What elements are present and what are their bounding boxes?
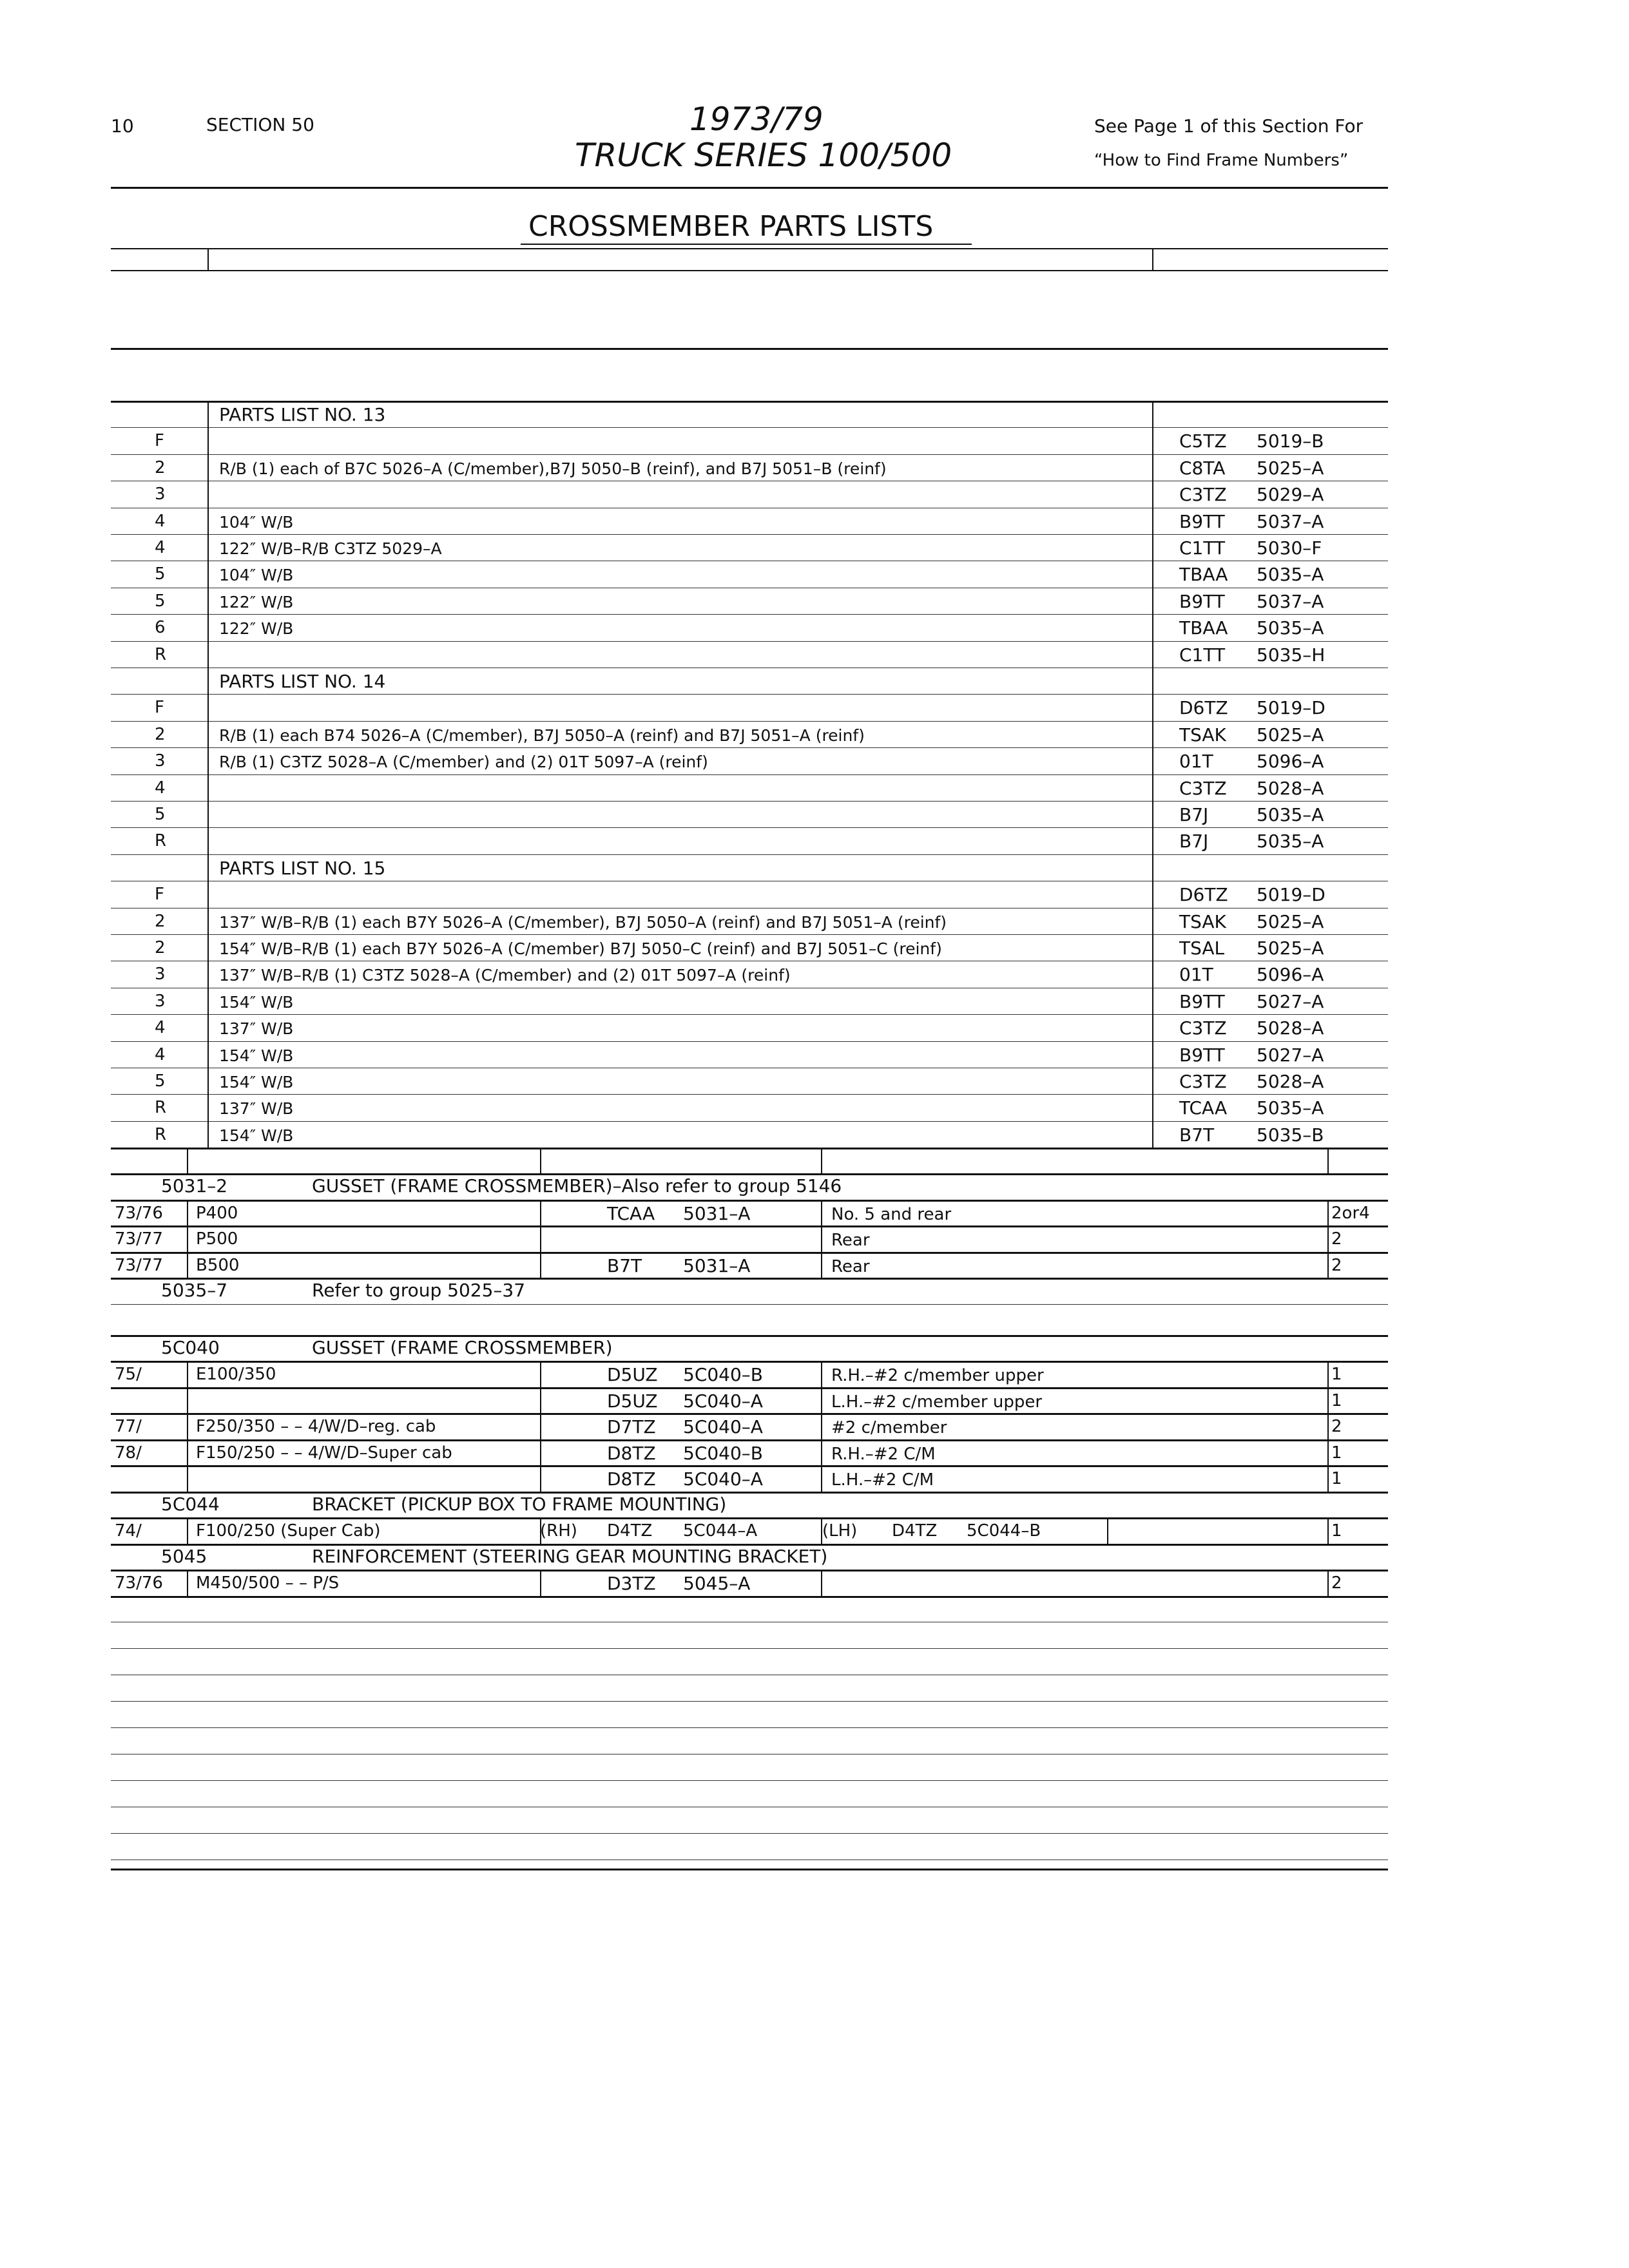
part-number: 5035–A — [1257, 617, 1324, 639]
part-number: 5019–B — [1257, 430, 1324, 452]
part-number: 5025–A — [1257, 724, 1324, 745]
position-code: 2 — [155, 724, 166, 744]
column-divider — [821, 1148, 822, 1173]
title-series: TRUCK SERIES 100/500 — [575, 137, 952, 174]
column-divider — [1107, 1517, 1108, 1544]
bottom-rule — [111, 1869, 1388, 1870]
part-number: 5096–A — [1257, 751, 1324, 773]
row-rule — [111, 1492, 1388, 1494]
position-code: 5 — [155, 591, 166, 611]
lower-group-title: Refer to group 5025–37 — [312, 1280, 526, 1302]
lh-label: (LH) — [822, 1521, 858, 1541]
column-divider — [1327, 1439, 1329, 1466]
model-cell: P400 — [196, 1203, 238, 1223]
part-number: 5028–A — [1257, 777, 1324, 799]
position-code: 4 — [155, 538, 166, 557]
row-rule — [111, 1465, 1388, 1467]
part-number: 5C040–B — [683, 1364, 764, 1386]
column-divider — [540, 1413, 541, 1439]
column-divider — [187, 1465, 188, 1492]
description-cell: L.H.–#2 C/M — [831, 1470, 934, 1490]
year-cell: 75/ — [115, 1365, 142, 1385]
lower-group-code: 5035–7 — [161, 1280, 228, 1302]
part-number: 5025–A — [1257, 457, 1324, 479]
part-prefix: B9TT — [1179, 590, 1225, 612]
part-prefix: TCAA — [607, 1202, 655, 1224]
part-number: 5025–A — [1257, 937, 1324, 959]
qty-cell: 2 — [1331, 1229, 1342, 1249]
position-code: R — [155, 644, 167, 664]
part-number: 5031–A — [683, 1202, 751, 1224]
position-code: 4 — [155, 778, 166, 798]
part-prefix: 01T — [1179, 964, 1213, 986]
page-number: 10 — [111, 115, 134, 137]
lower-group-title: BRACKET (PICKUP BOX TO FRAME MOUNTING) — [312, 1493, 727, 1515]
part-number: 5027–A — [1257, 1044, 1324, 1066]
position-code: 4 — [155, 1018, 166, 1038]
remark-text: 154″ W/B — [219, 1073, 294, 1091]
column-divider — [821, 1413, 822, 1439]
remark-text: 104″ W/B — [219, 512, 294, 532]
position-code: 4 — [155, 511, 166, 531]
year-cell: 73/77 — [115, 1255, 163, 1275]
column-divider — [821, 1200, 822, 1226]
position-code: F — [155, 698, 164, 718]
column-divider — [187, 1200, 188, 1226]
page-title: CROSSMEMBER PARTS LISTS — [528, 210, 934, 243]
row-rule — [111, 1387, 1388, 1389]
remark-text: 137″ W/B — [219, 1019, 294, 1039]
part-prefix: C3TZ — [1179, 777, 1227, 799]
lower-group-code: 5C044 — [161, 1493, 220, 1515]
part-prefix: TBAA — [1179, 564, 1228, 586]
group-rule — [111, 1361, 1388, 1363]
part-number: 5029–A — [1257, 484, 1324, 506]
column-divider — [821, 1252, 822, 1278]
remark-text: 137″ W/B–R/B (1) each B7Y 5026–A (C/member), B7J 5050–A (reinf) and B7J 5051–A (reinf) — [219, 912, 947, 932]
lower-group-title: GUSSET (FRAME CROSSMEMBER)–Also refer to group 5146 — [312, 1175, 842, 1197]
part-prefix: C3TZ — [1179, 484, 1227, 506]
part-prefix: B9TT — [1179, 510, 1225, 532]
position-code: F — [155, 431, 164, 451]
qty-cell: 1 — [1331, 1469, 1342, 1489]
column-divider — [821, 1570, 822, 1596]
position-code: 6 — [155, 618, 166, 638]
part-prefix: B7J — [1179, 804, 1209, 825]
part-prefix: 01T — [1179, 751, 1213, 773]
part-prefix: D7TZ — [607, 1416, 656, 1438]
position-code: 3 — [155, 485, 166, 505]
column-divider — [1327, 1465, 1329, 1492]
part-number: 5035–H — [1257, 644, 1325, 666]
qty-cell: 1 — [1331, 1390, 1342, 1410]
column-divider — [187, 1148, 188, 1173]
part-number: 5019–D — [1257, 697, 1325, 719]
model-cell: F150/250 – – 4/W/D–Super cab — [196, 1443, 452, 1463]
part-prefix: C1TT — [1179, 644, 1226, 666]
group-rule — [111, 1517, 1388, 1519]
position-code: 3 — [155, 991, 166, 1011]
column-divider — [187, 1517, 188, 1544]
part-prefix: C1TT — [1179, 537, 1226, 559]
position-code: 5 — [155, 805, 166, 824]
column-divider — [821, 1225, 822, 1252]
parts-list-title: PARTS LIST NO. 15 — [219, 857, 386, 879]
column-divider — [540, 1439, 541, 1466]
part-number: 5C040–B — [683, 1442, 764, 1464]
part-prefix: D5UZ — [607, 1364, 658, 1386]
position-code: 4 — [155, 1044, 166, 1064]
qty-cell: 2 — [1331, 1255, 1342, 1275]
position-code: R — [155, 1098, 167, 1118]
part-number: 5028–A — [1257, 1071, 1324, 1092]
row-rule — [111, 1278, 1388, 1280]
lh-part-number: 5C044–B — [967, 1521, 1041, 1541]
blank-line — [111, 1833, 1388, 1834]
part-prefix: TBAA — [1179, 617, 1228, 639]
year-cell: 77/ — [115, 1417, 142, 1437]
remark-text: 154″ W/B–R/B (1) each B7Y 5026–A (C/member) B7J 5050–C (reinf) and B7J 5051–C (reinf) — [219, 939, 942, 958]
part-prefix: TSAK — [1179, 910, 1226, 932]
column-divider — [1327, 1200, 1329, 1226]
column-divider — [187, 1439, 188, 1466]
part-prefix: D4TZ — [607, 1521, 653, 1541]
column-divider — [187, 1225, 188, 1252]
part-number: 5096–A — [1257, 964, 1324, 986]
description-cell: Rear — [831, 1256, 870, 1276]
remark-text: 154″ W/B — [219, 1046, 294, 1065]
column-divider — [187, 1252, 188, 1278]
qty-cell: 1 — [1331, 1521, 1342, 1541]
part-prefix: TSAK — [1179, 724, 1226, 745]
parts-list-title: PARTS LIST NO. 14 — [219, 671, 386, 692]
column-divider — [821, 1387, 822, 1414]
row-rule — [111, 1596, 1388, 1598]
column-divider — [1327, 1361, 1329, 1387]
position-code: R — [155, 831, 167, 851]
part-prefix: TCAA — [1179, 1097, 1228, 1119]
column-divider — [1327, 1252, 1329, 1278]
part-prefix: D6TZ — [1179, 697, 1228, 719]
column-divider — [187, 1413, 188, 1439]
parts-list-title: PARTS LIST NO. 13 — [219, 404, 386, 425]
position-code: 2 — [155, 911, 166, 931]
group-separator-rule — [111, 1335, 1388, 1337]
part-prefix: B9TT — [1179, 990, 1225, 1012]
part-prefix: B7J — [1179, 831, 1209, 852]
part-prefix: D6TZ — [1179, 884, 1228, 906]
column-divider — [1327, 1413, 1329, 1439]
part-number: 5027–A — [1257, 990, 1324, 1012]
year-cell: 73/76 — [115, 1203, 163, 1223]
lower-group-code: 5031–2 — [161, 1175, 228, 1197]
column-divider — [540, 1200, 541, 1226]
column-divider — [540, 1465, 541, 1492]
remark-text: 122″ W/B–R/B C3TZ 5029–A — [219, 539, 442, 558]
position-code: 3 — [155, 751, 166, 771]
part-number: 5045–A — [683, 1573, 751, 1595]
remark-text: R/B (1) C3TZ 5028–A (C/member) and (2) 01T 5097–A (reinf) — [219, 753, 708, 772]
qty-cell: 1 — [1331, 1365, 1342, 1385]
qty-cell: 2 — [1331, 1417, 1342, 1437]
group-rule — [111, 1570, 1388, 1571]
row-rule — [111, 1413, 1388, 1415]
column-divider — [1327, 1387, 1329, 1414]
column-divider — [1327, 1148, 1329, 1173]
model-cell: E100/350 — [196, 1365, 276, 1385]
part-number: 5035–A — [1257, 564, 1324, 586]
model-cell: M450/500 – – P/S — [196, 1573, 340, 1593]
part-prefix: B9TT — [1179, 1044, 1225, 1066]
qty-cell: 2 — [1331, 1573, 1342, 1593]
lower-group-title: REINFORCEMENT (STEERING GEAR MOUNTING BRACKET) — [312, 1545, 828, 1567]
column-divider — [540, 1361, 541, 1387]
column-divider — [821, 1361, 822, 1387]
part-prefix: D5UZ — [607, 1390, 658, 1412]
part-number: 5037–A — [1257, 590, 1324, 612]
remark-text: 122″ W/B — [219, 619, 294, 639]
part-number: 5035–B — [1257, 1124, 1324, 1146]
lower-top-rule — [111, 1148, 1388, 1149]
blank-line — [111, 1780, 1388, 1781]
lh-part-prefix: D4TZ — [892, 1521, 938, 1541]
column-divider — [540, 1570, 541, 1596]
year-cell: 74/ — [115, 1521, 142, 1541]
position-code: R — [155, 1124, 167, 1144]
part-prefix: C5TZ — [1179, 430, 1227, 452]
part-number: 5035–A — [1257, 804, 1324, 825]
blank-line — [111, 1701, 1388, 1702]
remark-text: R/B (1) each B74 5026–A (C/member), B7J 5050–A (reinf) and B7J 5051–A (reinf) — [219, 726, 865, 745]
part-prefix: D3TZ — [607, 1573, 656, 1595]
remark-text: 154″ W/B — [219, 992, 294, 1012]
part-number: 5031–A — [683, 1254, 751, 1276]
row-rule — [111, 1439, 1388, 1441]
part-number: 5028–A — [1257, 1017, 1324, 1039]
part-number: 5035–A — [1257, 831, 1324, 852]
remark-text: 154″ W/B — [219, 1126, 294, 1145]
column-divider — [540, 1387, 541, 1414]
description-cell: Rear — [831, 1231, 870, 1251]
part-prefix: D8TZ — [607, 1468, 656, 1490]
column-divider — [540, 1225, 541, 1252]
year-cell: 73/76 — [115, 1573, 163, 1593]
part-prefix: B7T — [1179, 1124, 1215, 1146]
part-number: 5C040–A — [683, 1468, 763, 1490]
part-prefix: C3TZ — [1179, 1017, 1227, 1039]
position-code: 2 — [155, 457, 166, 477]
header-note-line2: “How to Find Frame Numbers” — [1094, 151, 1349, 170]
model-cell: B500 — [196, 1255, 240, 1275]
position-code: 2 — [155, 938, 166, 957]
part-prefix: C8TA — [1179, 457, 1226, 479]
qty-cell: 2or4 — [1331, 1203, 1370, 1223]
part-number: 5C040–A — [683, 1416, 763, 1438]
description-cell: #2 c/member — [831, 1418, 947, 1438]
part-number: 5035–A — [1257, 1097, 1324, 1119]
remark-text: 104″ W/B — [219, 566, 294, 585]
model-cell: F250/350 – – 4/W/D–reg. cab — [196, 1417, 436, 1437]
lower-group-code: 5045 — [161, 1545, 207, 1567]
part-number: 5C044–A — [683, 1521, 758, 1541]
part-prefix: C3TZ — [1179, 1071, 1227, 1092]
part-number: 5025–A — [1257, 910, 1324, 932]
column-divider — [821, 1439, 822, 1466]
column-divider — [540, 1148, 541, 1173]
column-divider — [821, 1465, 822, 1492]
column-divider — [1327, 1517, 1329, 1544]
qty-cell: 1 — [1331, 1443, 1342, 1463]
year-cell: 73/77 — [115, 1229, 163, 1249]
column-divider — [187, 1361, 188, 1387]
part-prefix: B7T — [607, 1254, 642, 1276]
description-cell: R.H.–#2 C/M — [831, 1444, 936, 1464]
year-cell: 78/ — [115, 1443, 142, 1463]
position-code: 5 — [155, 1072, 166, 1091]
title-year: 1973/79 — [689, 101, 824, 138]
part-prefix: TSAL — [1179, 937, 1225, 959]
column-divider — [187, 1387, 188, 1414]
part-number: 5019–D — [1257, 884, 1325, 906]
lower-group-code: 5C040 — [161, 1336, 220, 1358]
column-divider — [1327, 1570, 1329, 1596]
description-cell: No. 5 and rear — [831, 1204, 952, 1224]
description-cell: R.H.–#2 c/member upper — [831, 1366, 1044, 1386]
group-rule — [111, 1200, 1388, 1202]
row-rule — [111, 1225, 1388, 1227]
blank-line — [111, 1648, 1388, 1649]
row-rule — [111, 1252, 1388, 1254]
rh-label: (RH) — [540, 1521, 577, 1541]
position-code: F — [155, 885, 164, 905]
section-label: SECTION 50 — [206, 114, 314, 135]
model-cell: F100/250 (Super Cab) — [196, 1521, 381, 1541]
part-number: 5030–F — [1257, 537, 1322, 559]
remark-text: R/B (1) each of B7C 5026–A (C/member),B7J 5050–B (reinf), and B7J 5051–B (reinf) — [219, 459, 887, 478]
model-cell: P500 — [196, 1229, 238, 1249]
column-divider — [540, 1252, 541, 1278]
part-prefix: D8TZ — [607, 1442, 656, 1464]
part-number: 5C040–A — [683, 1390, 763, 1412]
position-code: 3 — [155, 965, 166, 985]
position-code: 5 — [155, 564, 166, 584]
remark-text: 137″ W/B — [219, 1099, 294, 1119]
blank-line — [111, 1727, 1388, 1728]
lower-group-title: GUSSET (FRAME CROSSMEMBER) — [312, 1336, 613, 1358]
description-cell: L.H.–#2 c/member upper — [831, 1392, 1043, 1412]
part-number: 5037–A — [1257, 510, 1324, 532]
remark-text: 137″ W/B–R/B (1) C3TZ 5028–A (C/member) and (2) 01T 5097–A (reinf) — [219, 966, 791, 985]
column-divider — [187, 1570, 188, 1596]
column-divider — [1327, 1225, 1329, 1252]
group-rule — [111, 1304, 1388, 1305]
remark-text: 122″ W/B — [219, 592, 294, 611]
header-note-line1: See Page 1 of this Section For — [1094, 115, 1364, 137]
